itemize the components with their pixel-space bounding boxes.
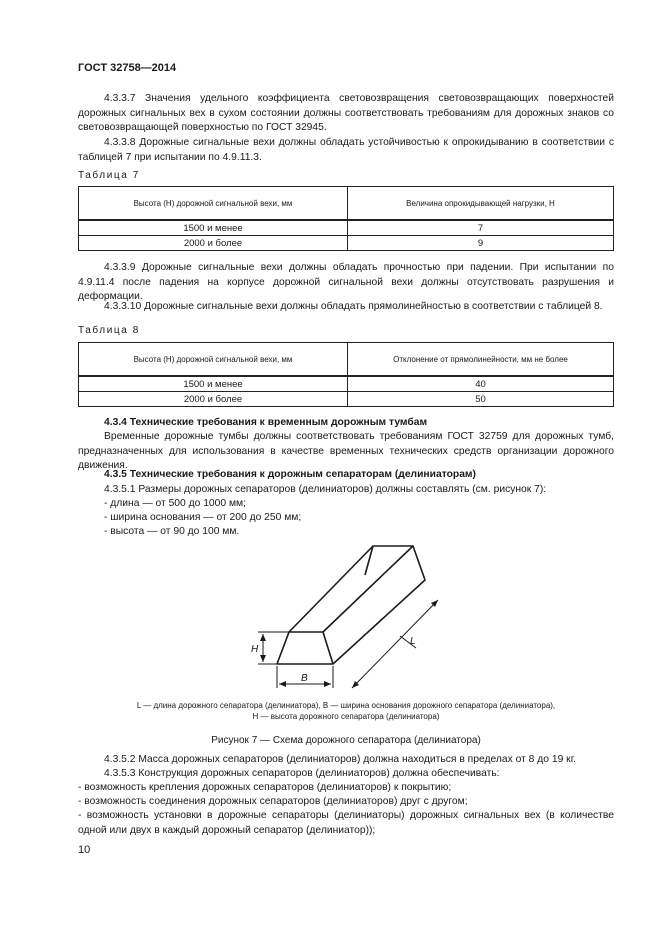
figure-caption: Рисунок 7 — Схема дорожного сепаратора (делиниатора) xyxy=(211,735,481,746)
table-cell: 50 xyxy=(348,392,614,407)
list-item: - возможность соединения дорожных сепараторов (делиниаторов) друг с другом; xyxy=(78,796,468,807)
paragraph-4-3-3-8: 4.3.3.8 Дорожные сигнальные вехи должны обладать устойчивостью к опрокидыванию в соответствии с таблицей 7 при испытании по 4.9.11.3. xyxy=(78,137,614,163)
paragraph-4-3-3-9: 4.3.3.9 Дорожные сигнальные вехи должны обладать прочностью при падении. При испытании по 4.9.11.4 после падения на корпусе дорожной сигнальной вехи должны отсутствовать разрушения и деформации. xyxy=(78,262,614,303)
table-7-header-height: Высота (Н) дорожной сигнальной вехи, мм xyxy=(79,187,348,221)
table-cell: 2000 и более xyxy=(79,236,348,251)
list-item: - возможность крепления дорожных сепараторов (делиниаторов) к покрытию; xyxy=(78,782,452,793)
table-row xyxy=(79,236,614,251)
section-heading-4-3-5: 4.3.5 Технические требования к дорожным сепараторам (делиниаторам) xyxy=(104,469,476,480)
width-label: B xyxy=(301,673,308,684)
table-7-header-load: Величина опрокидывающей нагрузки, Н xyxy=(348,187,614,221)
arrowhead xyxy=(260,634,266,641)
arrowhead xyxy=(324,681,331,687)
separator-top-face xyxy=(289,546,413,632)
figure-legend-line: H — высота дорожного сепаратора (делиниатора) xyxy=(252,712,440,721)
paragraph-4-3-5-1: 4.3.5.1 Размеры дорожных сепараторов (делиниаторов) должны составлять (см. рисунок 7): xyxy=(104,484,547,495)
table-cell: 1500 и менее xyxy=(79,220,348,236)
paragraph-4-3-3-7: 4.3.3.7 Значения удельного коэффициента световозвращения световозвращающих поверхностей дорожных сигнальных вех в сухом состоянии должны соответствовать требованиям для дорожных знаков со световозвращающей поверхностью по ГОСТ 32945. xyxy=(78,93,614,134)
table-cell: 40 xyxy=(348,376,614,392)
list-item: - возможность установки в дорожные сепараторы (делиниаторы) дорожных сигнальных вех (в количестве одной или двух в каждый дорожный сепаратор (делиниатор)); xyxy=(78,810,614,836)
table-row xyxy=(79,220,614,236)
section-heading-4-3-4: 4.3.4 Технические требования к временным дорожным тумбам xyxy=(104,417,428,428)
paragraph-4-3-3-10: 4.3.3.10 Дорожные сигнальные вехи должны обладать прямолинейностью в соответствии с таблицей 8. xyxy=(104,301,603,312)
arrowhead xyxy=(260,655,266,662)
list-item: - высота — от 90 до 100 мм. xyxy=(104,526,240,537)
table-cell: 7 xyxy=(348,220,614,236)
height-label: H xyxy=(251,644,259,655)
length-dimension-line xyxy=(352,600,438,688)
paragraph-4-3-4: Временные дорожные тумбы должны соответствовать требованиям ГОСТ 32759 для дорожных тумб, предназначенных для использования в качестве временных технических средств организации дорожного движения. xyxy=(78,431,614,472)
table-cell: 1500 и менее xyxy=(79,376,348,392)
table-8 xyxy=(78,342,614,407)
table-8-header-deviation: Отклонение от прямолинейности, мм не более xyxy=(348,343,614,377)
table-cell: 9 xyxy=(348,236,614,251)
table-8-header-height: Высота (Н) дорожной сигнальной вехи, мм xyxy=(79,343,348,377)
length-label: L xyxy=(410,636,416,647)
table-row xyxy=(79,392,614,407)
page-number: 10 xyxy=(78,844,91,856)
paragraph-4-3-5-2: 4.3.5.2 Масса дорожных сепараторов (делиниаторов) должна находиться в пределах от 8 до 19 кг. xyxy=(104,754,577,765)
table-8-caption: Таблица 8 xyxy=(78,325,140,336)
arrowhead xyxy=(279,681,286,687)
figure-legend-line: L — длина дорожного сепаратора (делиниатора), B — ширина основания дорожного сепаратора (делиниатора), xyxy=(136,701,556,710)
document-header: ГОСТ 32758—2014 xyxy=(78,62,177,74)
table-7 xyxy=(78,186,614,251)
paragraph-4-3-5-3: 4.3.5.3 Конструкция дорожных сепараторов (делиниаторов) должна обеспечивать: xyxy=(104,768,500,779)
list-item: - ширина основания — от 200 до 250 мм; xyxy=(104,512,302,523)
table-row xyxy=(79,376,614,392)
list-item: - длина — от 500 до 1000 мм; xyxy=(104,498,246,509)
table-7-caption: Таблица 7 xyxy=(78,170,140,181)
table-cell: 2000 и более xyxy=(79,392,348,407)
separator-diagram xyxy=(240,538,450,698)
separator-front-face xyxy=(277,632,333,664)
